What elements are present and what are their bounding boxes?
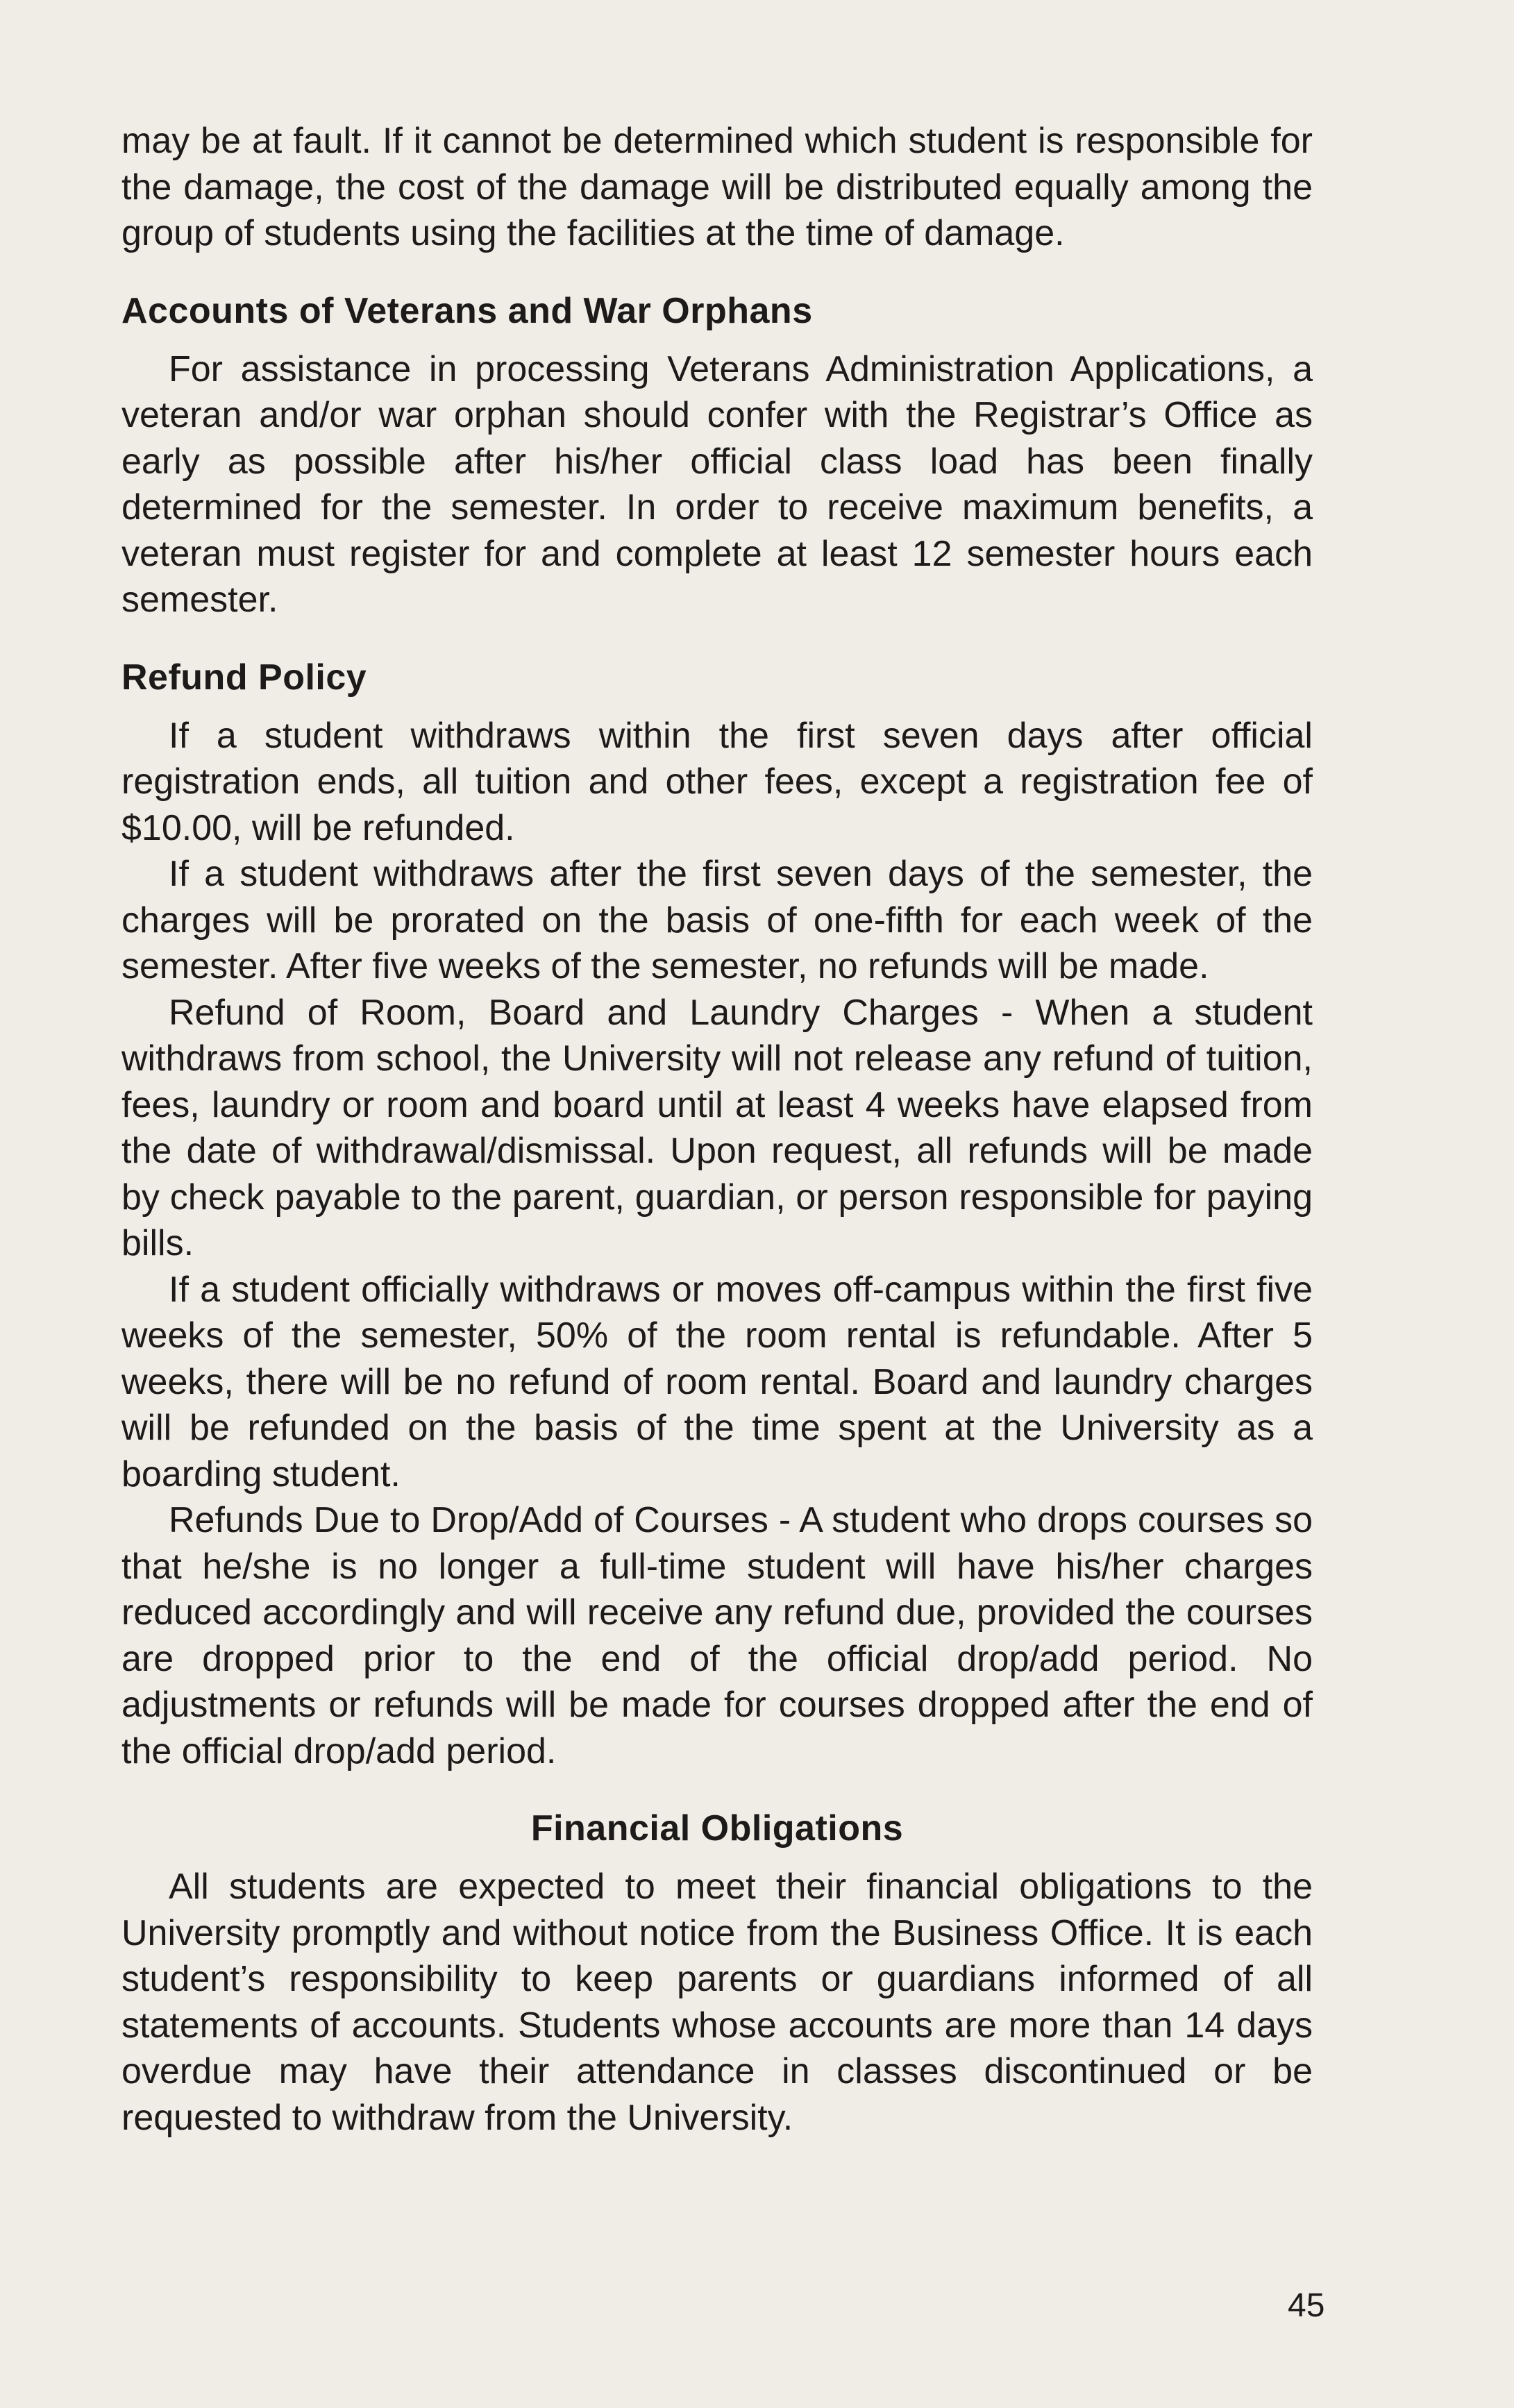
refund-paragraph-5: Refunds Due to Drop/Add of Courses - A student who drops courses so that he/she is no longer a full-time student will have his/her charges reduced accordingly and will receive any refund due, provided the courses are dropped prior to the end of the official drop/add period. No adjustments or refunds will be made for courses dropped after the end of the official drop/add period.	[121, 1500, 1313, 1771]
veterans-paragraph: For assistance in processing Veterans Administration Applications, a veteran and/or war orphan should confer with the Registrar’s Office as early as possible after his/her official class load has been finally determined for the semester. In order to receive maximum benefits, a veteran must register for and complete at least 12 semester hours each semester.	[121, 348, 1313, 620]
financial-heading: Financial Obligations	[530, 1808, 904, 1849]
veterans-section	[121, 288, 1313, 623]
page-number: 45	[1288, 2287, 1325, 2324]
refund-section	[121, 655, 1313, 1775]
financial-section	[121, 1805, 1313, 2141]
refund-paragraph-3: Refund of Room, Board and Laundry Charges - When a student withdraws from school, the University will not release any refund of tuition, fees, laundry or room and board until at least 4 weeks have elapsed from the date of withdrawal/dismissal. Upon request, all refunds will be made by check payable to the parent, guardian, or person responsible for paying bills.	[121, 992, 1313, 1263]
refund-heading: Refund Policy	[121, 657, 367, 698]
refund-paragraph-4: If a student officially withdraws or moves off-campus within the first five weeks of the semester, 50% of the room rental is refundable. After 5 weeks, there will be no refund of room rental. Board and laundry charges will be refunded on the basis of the time spent at the University as a boarding student.	[121, 1269, 1313, 1495]
refund-paragraph-1: If a student withdraws within the first seven days after official registration ends, all tuition and other fees, except a registration fee of $10.00, will be refunded.	[121, 715, 1313, 848]
financial-paragraph: All students are expected to meet their financial obligations to the University promptly and without notice from the Business Office. It is each student’s responsibility to keep parents or guardians informed of all statements of accounts. Students whose accounts are more than 14 days overdue may have their attendance in classes discontinued or be requested to withdraw from the University.	[121, 1867, 1313, 2138]
refund-paragraph-2: If a student withdraws after the first seven days of the semester, the charges will be prorated on the basis of one-fifth for each week of the semester. After five weeks of the semester, no refunds will be made.	[121, 854, 1313, 986]
veterans-heading: Accounts of Veterans and War Orphans	[121, 290, 813, 331]
continuation-paragraph: may be at fault. If it cannot be determined which student is responsible for the damage, the cost of the damage will be distributed equally among the group of students using the facilities at the time of damage.	[121, 121, 1313, 253]
text-column	[121, 118, 1313, 2141]
